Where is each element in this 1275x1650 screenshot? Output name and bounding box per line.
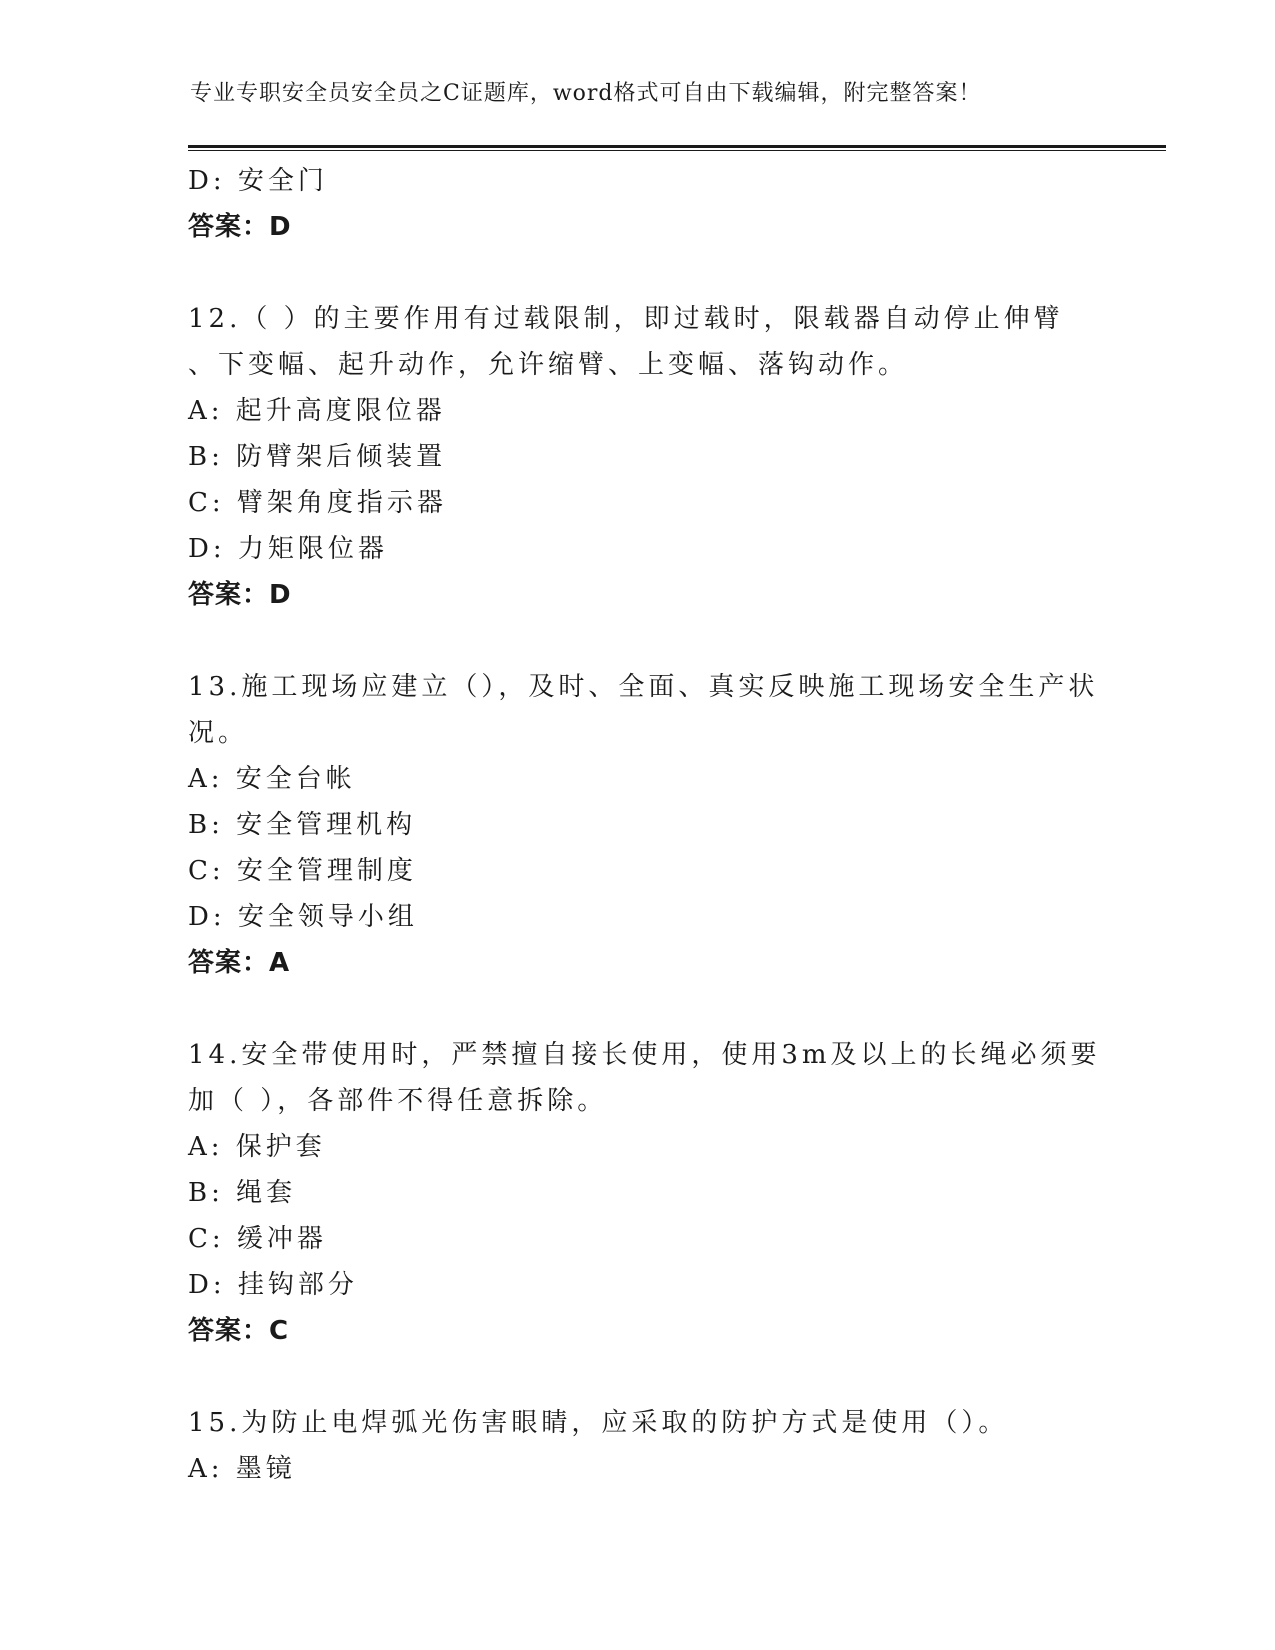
option-d: D: 安全门 bbox=[188, 166, 328, 196]
spacer bbox=[188, 986, 1068, 1032]
question-text: 15.为防止电焊弧光伤害眼睛，应采取的防护方式是使用（）。 bbox=[188, 1408, 1009, 1438]
page-header-text: 专业专职安全员安全员之C证题库，word格式可自由下载编辑，附完整答案！ bbox=[190, 81, 982, 106]
option-a: A: 起升高度限位器 bbox=[188, 396, 446, 426]
option-b: B: 安全管理机构 bbox=[188, 810, 417, 840]
question-text-cont: 、下变幅、起升动作，允许缩臂、上变幅、落钩动作。 bbox=[188, 350, 909, 380]
spacer bbox=[188, 1354, 1068, 1400]
option-b: B: 绳套 bbox=[188, 1178, 297, 1208]
question-text-cont: 况。 bbox=[188, 718, 249, 748]
answer: 答案：C bbox=[188, 1316, 290, 1346]
spacer bbox=[188, 618, 1068, 664]
question-14 bbox=[188, 1032, 1101, 1354]
option-b: B: 防臂架后倾装置 bbox=[188, 442, 447, 472]
question-13 bbox=[188, 664, 1099, 986]
option-a: A: 墨镜 bbox=[188, 1454, 296, 1484]
option-a: A: 保护套 bbox=[188, 1132, 326, 1162]
question-text: 12.（ ）的主要作用有过载限制，即过载时，限载器自动停止伸臂 bbox=[188, 304, 1064, 334]
option-d: D: 力矩限位器 bbox=[188, 534, 388, 564]
option-c: C: 安全管理制度 bbox=[188, 856, 417, 886]
option-a: A: 安全台帐 bbox=[188, 764, 356, 794]
question-12 bbox=[188, 296, 1068, 618]
header-divider-thin bbox=[188, 150, 1166, 151]
answer: 答案：A bbox=[188, 948, 291, 978]
option-c: C: 缓冲器 bbox=[188, 1224, 327, 1254]
option-d: D: 安全领导小组 bbox=[188, 902, 418, 932]
question-text-cont: 加（ ），各部件不得任意拆除。 bbox=[188, 1086, 608, 1116]
answer: 答案：D bbox=[188, 212, 292, 242]
option-d: D: 挂钩部分 bbox=[188, 1270, 358, 1300]
question-text: 14.安全带使用时，严禁擅自接长使用，使用3m及以上的长绳必须要 bbox=[188, 1040, 1101, 1070]
option-c: C: 臂架角度指示器 bbox=[188, 488, 447, 518]
spacer bbox=[188, 250, 1068, 296]
answer: 答案：D bbox=[188, 580, 292, 610]
header-divider-thick bbox=[188, 145, 1166, 148]
question-text: 13.施工现场应建立（），及时、全面、真实反映施工现场安全生产状 bbox=[188, 672, 1099, 702]
document-body bbox=[188, 158, 1101, 1492]
question-15 bbox=[188, 1400, 1068, 1492]
